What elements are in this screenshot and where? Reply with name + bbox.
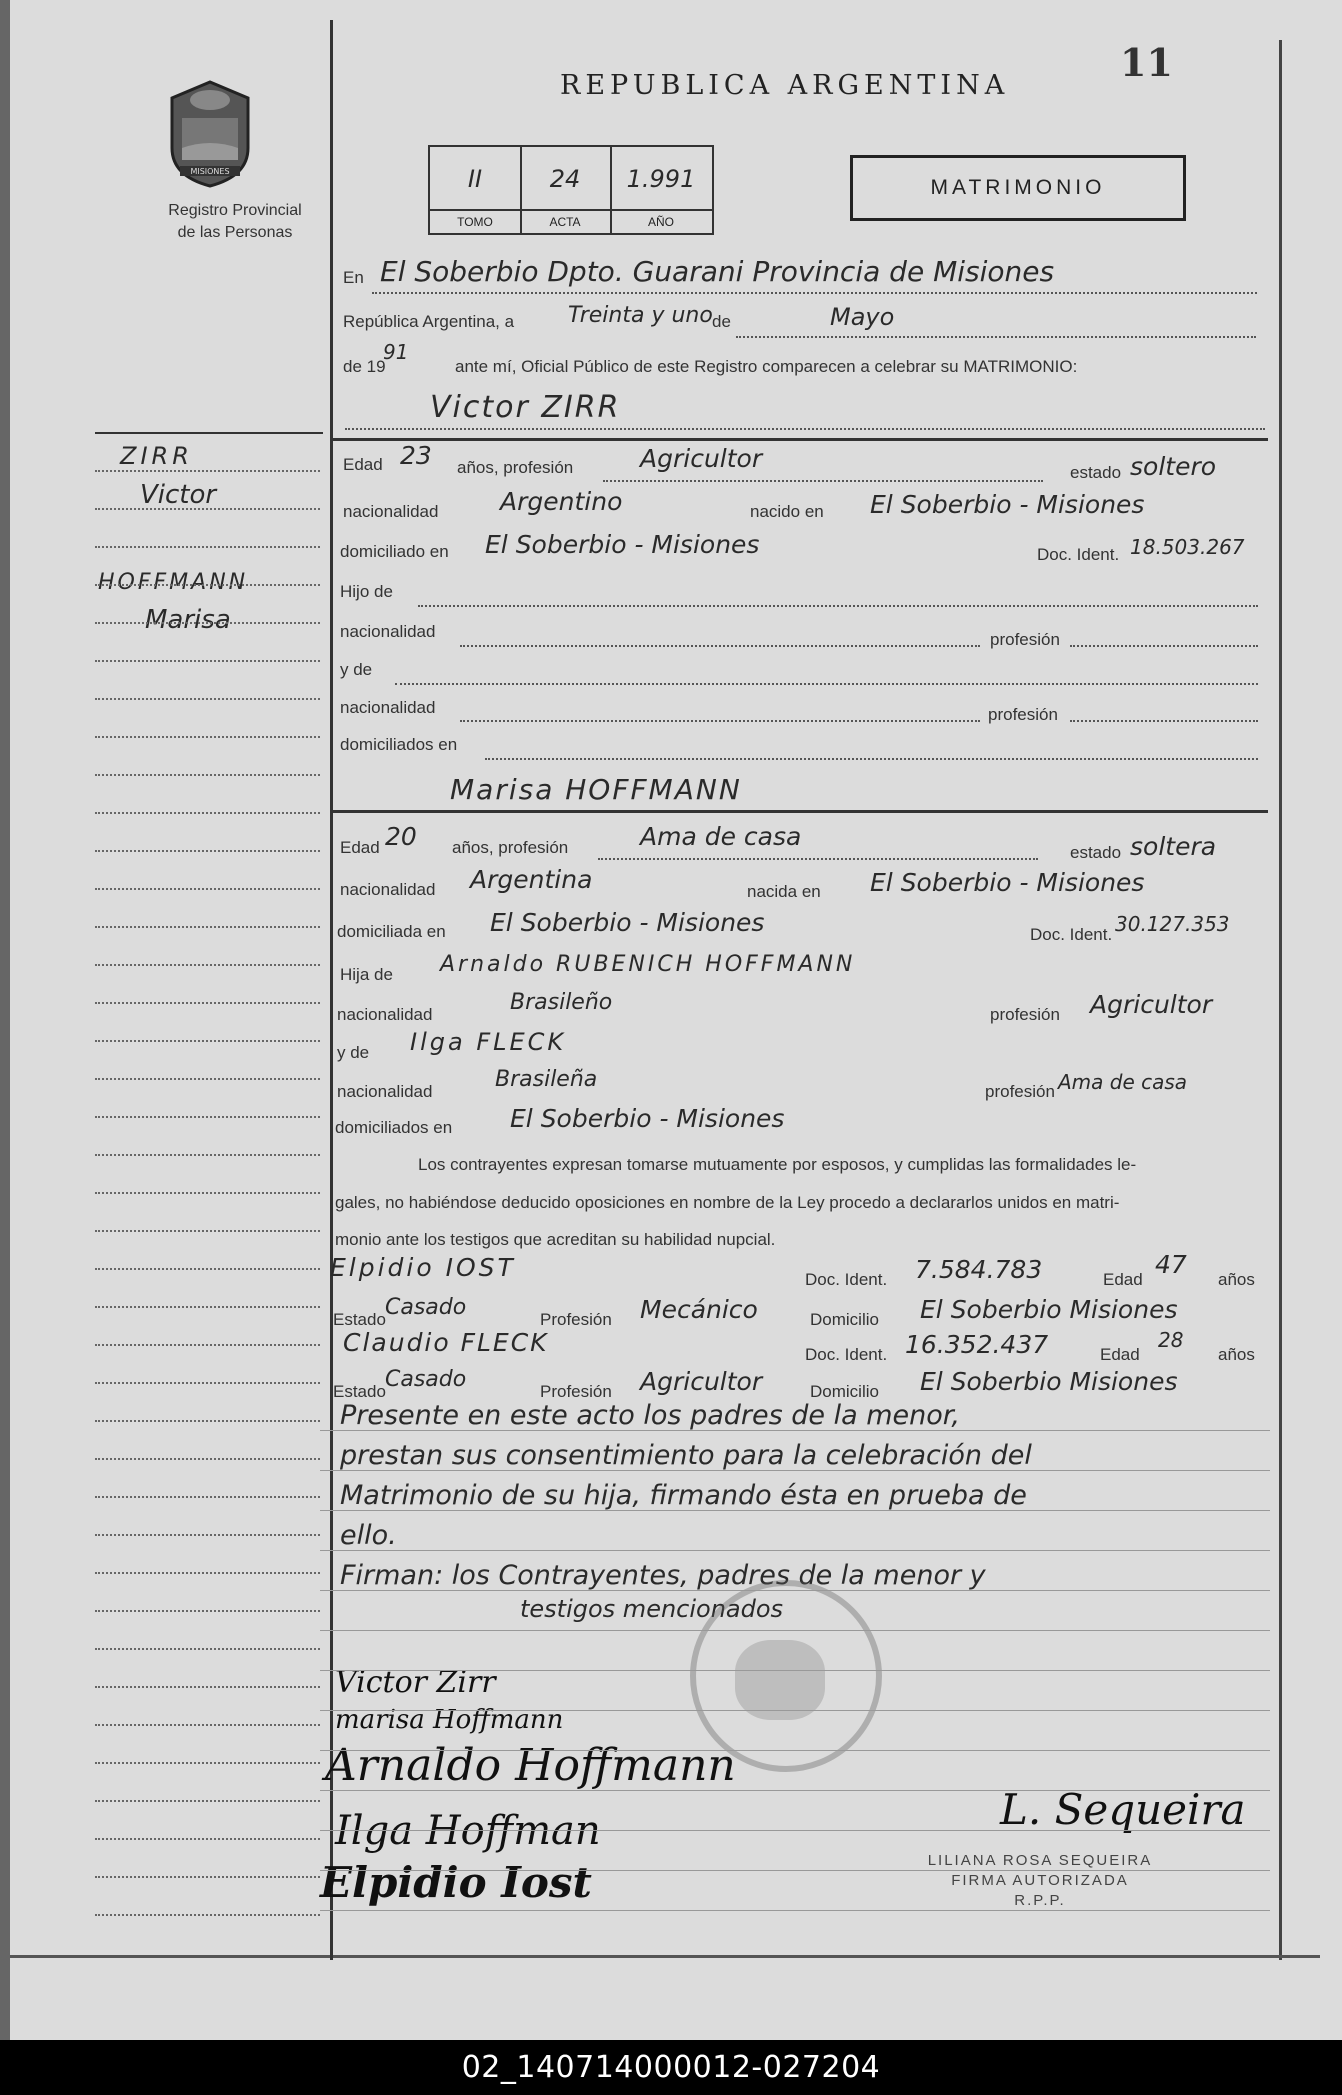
book-binding bbox=[0, 0, 10, 2040]
bride-mother-label: y de bbox=[337, 1043, 370, 1062]
officer-statement: ante mí, Oficial Público de este Registro comparecen a celebrar su MATRIMONIO: bbox=[455, 357, 1078, 376]
witness2-dom-label: Domicilio bbox=[810, 1382, 879, 1401]
signature-witness: Elpidio Iost bbox=[320, 1858, 592, 1907]
margin-rule bbox=[95, 736, 320, 738]
groom-father-prof-line bbox=[1070, 645, 1258, 647]
bride-nac-label: nacionalidad bbox=[340, 880, 436, 899]
official-office: R.P.P. bbox=[1014, 1892, 1066, 1909]
note-line-3: Matrimonio de su hija, firmando ésta en prueba de bbox=[340, 1480, 1027, 1511]
witness2-doc-label: Doc. Ident. bbox=[805, 1345, 888, 1364]
marriage-place: El Soberbio Dpto. Guarani Provincia de Misiones bbox=[380, 255, 1055, 288]
ano-cell bbox=[610, 147, 712, 233]
witness2-prof-label: Profesión bbox=[540, 1382, 612, 1401]
witness1-doc: 7.584.783 bbox=[915, 1255, 1043, 1284]
note-line-1: Presente en este acto los padres de la menor, bbox=[340, 1400, 960, 1431]
groom-parents-dom-line bbox=[485, 758, 1258, 760]
bride-father-nationality: Brasileño bbox=[510, 990, 613, 1015]
margin-rule bbox=[95, 1268, 320, 1270]
bride-doc: 30.127.353 bbox=[1115, 912, 1230, 936]
bride-prof-label: años, profesión bbox=[452, 838, 569, 857]
bride-estado-label: estado bbox=[1070, 843, 1122, 862]
margin-rule bbox=[95, 888, 320, 890]
acta-value: 24 bbox=[549, 165, 581, 193]
tomo-label: TOMO bbox=[430, 209, 520, 233]
bride-edad-label: Edad bbox=[340, 838, 380, 857]
ruled-line bbox=[320, 1510, 1270, 1511]
margin-rule bbox=[95, 1344, 320, 1346]
groom-edad-label: Edad bbox=[343, 455, 383, 474]
groom-prof-line bbox=[603, 480, 1043, 482]
bride-father-prof-label: profesión bbox=[990, 1005, 1060, 1024]
ruled-line bbox=[320, 1710, 1270, 1711]
groom-father-label: Hijo de bbox=[340, 582, 393, 601]
margin-rule bbox=[95, 546, 320, 548]
en-label: En bbox=[343, 268, 364, 287]
bride-father-nac-label: nacionalidad bbox=[337, 1005, 433, 1024]
margin-rule bbox=[95, 508, 320, 510]
ruled-line bbox=[320, 1830, 1270, 1831]
bride-mother-nac-label: nacionalidad bbox=[337, 1082, 433, 1101]
seal-emblem-icon bbox=[735, 1640, 825, 1720]
bride-mother-profession: Ama de casa bbox=[1058, 1070, 1188, 1094]
groom-mother-label: y de bbox=[340, 660, 373, 679]
margin-top-rule bbox=[95, 432, 323, 434]
groom-profession: Agricultor bbox=[640, 444, 763, 473]
marriage-month: Mayo bbox=[830, 303, 895, 331]
acta-label: ACTA bbox=[520, 209, 610, 233]
margin-rule bbox=[95, 774, 320, 776]
bride-parents-domicile: El Soberbio - Misiones bbox=[510, 1104, 785, 1133]
ruled-line bbox=[320, 1550, 1270, 1551]
note-line-5: Firman: los Contrayentes, padres de la menor y bbox=[340, 1560, 986, 1591]
declaration-line-2: gales, no habiéndose deducido oposiciones en nombre de la Ley procedo a declararlos unidos en matri- bbox=[335, 1193, 1120, 1212]
margin-rule bbox=[95, 584, 320, 586]
bride-born-label: nacida en bbox=[747, 882, 821, 901]
margin-rule bbox=[95, 1040, 320, 1042]
republic-label: República Argentina, a bbox=[343, 312, 515, 331]
margin-rule bbox=[95, 1762, 320, 1764]
note-line-6: testigos mencionados bbox=[520, 1595, 784, 1623]
witness1-profession: Mecánico bbox=[640, 1295, 758, 1324]
margin-rule bbox=[95, 1572, 320, 1574]
margin-rule bbox=[95, 964, 320, 966]
groom-prof-label: años, profesión bbox=[457, 458, 574, 477]
bride-section-rule bbox=[333, 810, 1268, 813]
bride-profession: Ama de casa bbox=[640, 822, 802, 851]
year-label: de 19 bbox=[343, 357, 386, 376]
groom-mother-nac-line bbox=[460, 720, 980, 722]
declaration-line-3: monio ante los testigos que acreditan su habilidad nupcial. bbox=[335, 1230, 776, 1249]
ruled-line bbox=[320, 1790, 1270, 1791]
witness1-prof-label: Profesión bbox=[540, 1310, 612, 1329]
page-bottom-frame bbox=[10, 1955, 1320, 1958]
groom-mother-nac-label: nacionalidad bbox=[340, 698, 436, 717]
bride-father: Arnaldo RUBENICH HOFFMANN bbox=[440, 952, 856, 977]
margin-rule bbox=[95, 1800, 320, 1802]
ruled-line bbox=[320, 1430, 1270, 1431]
witness2-edad-label: Edad bbox=[1100, 1345, 1140, 1364]
margin-rule bbox=[95, 1610, 320, 1612]
place-line bbox=[372, 292, 1257, 294]
witness1-edad-label: Edad bbox=[1103, 1270, 1143, 1289]
margin-rule bbox=[95, 1838, 320, 1840]
witness1-dom-label: Domicilio bbox=[810, 1310, 879, 1329]
margin-rule bbox=[95, 1382, 320, 1384]
witness2-anos-label: años bbox=[1218, 1345, 1255, 1364]
margin-rule bbox=[95, 926, 320, 928]
margin-rule bbox=[95, 812, 320, 814]
groom-mother-prof-line bbox=[1070, 720, 1258, 722]
bride-mother-prof-label: profesión bbox=[985, 1082, 1055, 1101]
ruled-line bbox=[320, 1630, 1270, 1631]
bride-parents-dom-label: domiciliados en bbox=[335, 1118, 453, 1137]
witness2-age: 28 bbox=[1158, 1328, 1184, 1352]
note-line-2: prestan sus consentimiento para la celebración del bbox=[340, 1440, 1032, 1471]
witness1-status: Casado bbox=[385, 1295, 467, 1320]
margin-rule bbox=[95, 1648, 320, 1650]
witness2-estado-label: Estado bbox=[333, 1382, 386, 1401]
groom-father-nac-line bbox=[460, 645, 980, 647]
groom-parents-dom-label: domiciliados en bbox=[340, 735, 458, 754]
bride-born: El Soberbio - Misiones bbox=[870, 868, 1145, 897]
official-signature: L. Sequeira bbox=[1000, 1785, 1246, 1834]
republic-title: REPUBLICA ARGENTINA bbox=[560, 70, 1010, 101]
groom-doc: 18.503.267 bbox=[1130, 535, 1245, 559]
groom-born: El Soberbio - Misiones bbox=[870, 490, 1145, 519]
bride-mother-nationality: Brasileña bbox=[495, 1067, 598, 1092]
margin-bride-name: Marisa bbox=[145, 605, 231, 635]
signature-bride: marisa Hoffmann bbox=[335, 1705, 564, 1735]
margin-rule bbox=[95, 1724, 320, 1726]
margin-rule bbox=[95, 1192, 320, 1194]
bride-doc-label: Doc. Ident. bbox=[1030, 925, 1113, 944]
ruled-line bbox=[320, 1470, 1270, 1471]
margin-divider bbox=[330, 20, 333, 1960]
page-right-frame bbox=[1279, 40, 1282, 1960]
registry-name-line1: Registro Provincial bbox=[168, 202, 302, 219]
groom-estado-label: estado bbox=[1070, 463, 1122, 482]
groom-father-line bbox=[418, 605, 1258, 607]
ruled-line bbox=[320, 1670, 1270, 1671]
act-type-box: MATRIMONIO bbox=[850, 155, 1186, 221]
ano-value: 1.991 bbox=[626, 165, 696, 193]
witness1-anos-label: años bbox=[1218, 1270, 1255, 1289]
margin-rule bbox=[95, 1534, 320, 1536]
groom-name-line bbox=[345, 428, 1265, 430]
margin-rule bbox=[95, 470, 320, 472]
margin-rule bbox=[95, 1002, 320, 1004]
witness2-domicile: El Soberbio Misiones bbox=[920, 1367, 1178, 1396]
groom-mother-line bbox=[395, 683, 1258, 685]
witness1-doc-label: Doc. Ident. bbox=[805, 1270, 888, 1289]
tomo-value: II bbox=[467, 165, 483, 193]
bride-father-profession: Agricultor bbox=[1090, 990, 1213, 1019]
page-number: 11 bbox=[1120, 40, 1173, 85]
margin-groom-name: Victor bbox=[140, 480, 217, 510]
bride-status: soltera bbox=[1130, 832, 1217, 861]
ruled-line bbox=[320, 1870, 1270, 1871]
bride-age: 20 bbox=[385, 822, 417, 851]
margin-rule bbox=[95, 1420, 320, 1422]
ano-label: AÑO bbox=[610, 209, 712, 233]
witness2-doc: 16.352.437 bbox=[905, 1330, 1049, 1359]
signature-groom: Victor Zirr bbox=[335, 1665, 496, 1700]
margin-rule bbox=[95, 850, 320, 852]
margin-rule bbox=[95, 1876, 320, 1878]
signature-bride-mother: Ilga Hoffman bbox=[335, 1808, 601, 1854]
witness1-name: Elpidio IOST bbox=[330, 1253, 516, 1282]
bride-father-label: Hija de bbox=[340, 965, 393, 984]
groom-full-name: Victor ZIRR bbox=[430, 390, 621, 425]
witness2-status: Casado bbox=[385, 1367, 467, 1392]
groom-status: soltero bbox=[1130, 452, 1217, 481]
witness1-estado-label: Estado bbox=[333, 1310, 386, 1329]
groom-dom-label: domiciliado en bbox=[340, 542, 449, 561]
groom-doc-label: Doc. Ident. bbox=[1037, 545, 1120, 564]
groom-domicile: El Soberbio - Misiones bbox=[485, 530, 760, 559]
marriage-day: Treinta y uno bbox=[568, 303, 713, 328]
bride-mother: Ilga FLECK bbox=[410, 1028, 567, 1056]
margin-rule bbox=[95, 1306, 320, 1308]
month-line bbox=[736, 336, 1256, 338]
witness2-profession: Agricultor bbox=[640, 1367, 763, 1396]
registration-box bbox=[428, 145, 714, 235]
image-caption: 02_140714000012-027204 bbox=[0, 2040, 1342, 2095]
margin-rule bbox=[95, 698, 320, 700]
registry-name-line2: de las Personas bbox=[177, 224, 293, 241]
groom-nationality: Argentino bbox=[500, 487, 623, 516]
groom-nac-label: nacionalidad bbox=[343, 502, 439, 521]
witness2-name: Claudio FLECK bbox=[343, 1328, 549, 1357]
margin-groom-surname: ZIRR bbox=[120, 442, 193, 470]
declaration-line-1: Los contrayentes expresan tomarse mutuamente por esposos, y cumplidas las formalidades le- bbox=[418, 1155, 1137, 1174]
official-role: FIRMA AUTORIZADA bbox=[951, 1872, 1129, 1889]
signature-bride-father: Arnaldo Hoffmann bbox=[325, 1740, 736, 1791]
year-suffix: 91 bbox=[383, 340, 409, 364]
witness1-domicile: El Soberbio Misiones bbox=[920, 1295, 1178, 1324]
margin-rule bbox=[95, 1078, 320, 1080]
margin-rule bbox=[95, 622, 320, 624]
bride-nationality: Argentina bbox=[470, 865, 593, 894]
de-label: de bbox=[712, 312, 731, 331]
ruled-line bbox=[320, 1750, 1270, 1751]
groom-father-prof-label: profesión bbox=[990, 630, 1060, 649]
margin-rule bbox=[95, 1458, 320, 1460]
emblem-text: MISIONES bbox=[190, 167, 230, 176]
margin-rule bbox=[95, 660, 320, 662]
groom-section-rule bbox=[333, 438, 1268, 441]
groom-age: 23 bbox=[400, 441, 432, 470]
groom-born-label: nacido en bbox=[750, 502, 824, 521]
ruled-line bbox=[320, 1590, 1270, 1591]
margin-rule bbox=[95, 1914, 320, 1916]
provincial-emblem-icon bbox=[160, 78, 260, 190]
ruled-line bbox=[320, 1910, 1270, 1911]
registry-name bbox=[95, 200, 375, 244]
official-name: LILIANA ROSA SEQUEIRA bbox=[927, 1852, 1153, 1869]
bride-prof-line bbox=[598, 858, 1038, 860]
margin-rule bbox=[95, 1496, 320, 1498]
acta-cell bbox=[520, 147, 612, 233]
groom-father-nac-label: nacionalidad bbox=[340, 622, 436, 641]
margin-bride-surname: HOFFMANN bbox=[98, 570, 249, 595]
bride-full-name: Marisa HOFFMANN bbox=[450, 773, 742, 806]
bride-domicile: El Soberbio - Misiones bbox=[490, 908, 765, 937]
bride-dom-label: domiciliada en bbox=[337, 922, 446, 941]
note-line-4: ello. bbox=[340, 1520, 397, 1551]
margin-rule bbox=[95, 1686, 320, 1688]
margin-rule bbox=[95, 1154, 320, 1156]
tomo-cell bbox=[430, 147, 522, 233]
margin-rule bbox=[95, 1116, 320, 1118]
witness1-age: 47 bbox=[1155, 1250, 1187, 1279]
groom-mother-prof-label: profesión bbox=[988, 705, 1058, 724]
margin-rule bbox=[95, 1230, 320, 1232]
